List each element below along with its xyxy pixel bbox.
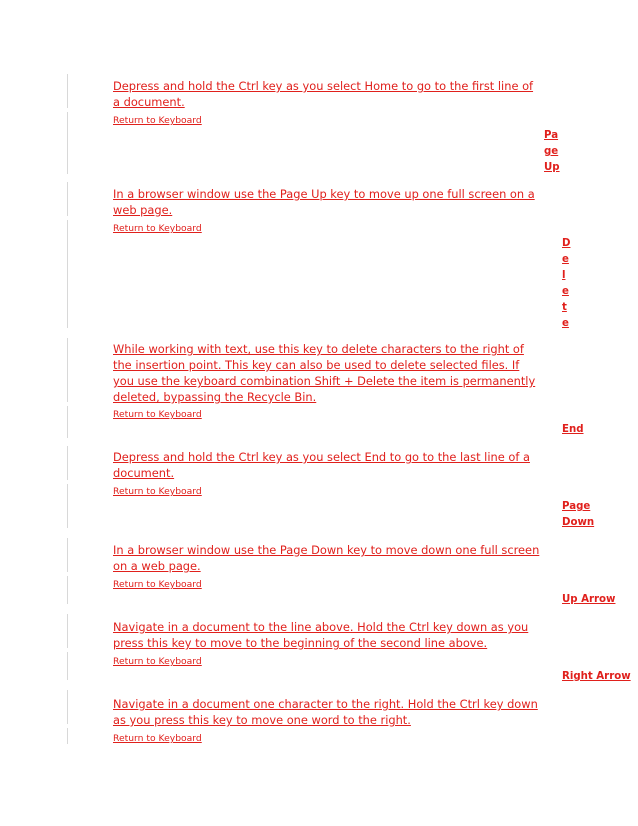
divider: [67, 614, 68, 648]
key-description[interactable]: Navigate in a document to the line above. Hold the Ctrl key down as you press this key to move to the beginning of the second line above.: [113, 620, 529, 650]
key-heading-end[interactable]: End: [562, 424, 584, 435]
key-description[interactable]: While working with text, use this key to delete characters to the right of the insertion point. This key can also be used to delete selected files. If you use the keyboard combination Shift + Delete the item is permanently deleted, bypassing the Recycle Bin.: [113, 342, 536, 404]
divider: [67, 576, 68, 604]
divider: [67, 406, 68, 438]
return-to-keyboard-link[interactable]: Return to Keyboard: [113, 579, 202, 590]
return-to-keyboard-link[interactable]: Return to Keyboard: [113, 486, 202, 497]
divider: [67, 220, 68, 328]
key-heading-page-down[interactable]: Page Down: [562, 501, 595, 528]
key-description[interactable]: Navigate in a document one character to the right. Hold the Ctrl key down as you press this key to move one word to the right.: [113, 697, 538, 727]
return-to-keyboard-link[interactable]: Return to Keyboard: [113, 733, 202, 744]
divider: [67, 112, 68, 174]
divider: [67, 74, 68, 108]
return-to-keyboard-link[interactable]: Return to Keyboard: [113, 656, 202, 667]
key-description[interactable]: Depress and hold the Ctrl key as you select Home to go to the first line of a document.: [113, 79, 534, 109]
key-description[interactable]: In a browser window use the Page Down key to move down one full screen on a web page.: [113, 543, 540, 573]
divider: [67, 182, 68, 216]
divider: [67, 538, 68, 572]
key-heading-delete[interactable]: D e l e t e: [562, 238, 571, 329]
key-description[interactable]: Depress and hold the Ctrl key as you select End to go to the last line of a document.: [113, 450, 530, 480]
divider: [67, 338, 68, 402]
key-heading-up-arrow[interactable]: Up Arrow: [562, 594, 616, 605]
divider: [67, 652, 68, 680]
key-heading-page-up[interactable]: Pa ge Up: [544, 130, 560, 173]
divider: [67, 690, 68, 724]
return-to-keyboard-link[interactable]: Return to Keyboard: [113, 409, 202, 420]
divider: [67, 728, 68, 744]
divider: [67, 484, 68, 528]
return-to-keyboard-link[interactable]: Return to Keyboard: [113, 223, 202, 234]
return-to-keyboard-link[interactable]: Return to Keyboard: [113, 115, 202, 126]
key-description[interactable]: In a browser window use the Page Up key to move up one full screen on a web page.: [113, 187, 535, 217]
key-heading-right-arrow[interactable]: Right Arrow: [562, 671, 631, 682]
divider: [67, 446, 68, 480]
